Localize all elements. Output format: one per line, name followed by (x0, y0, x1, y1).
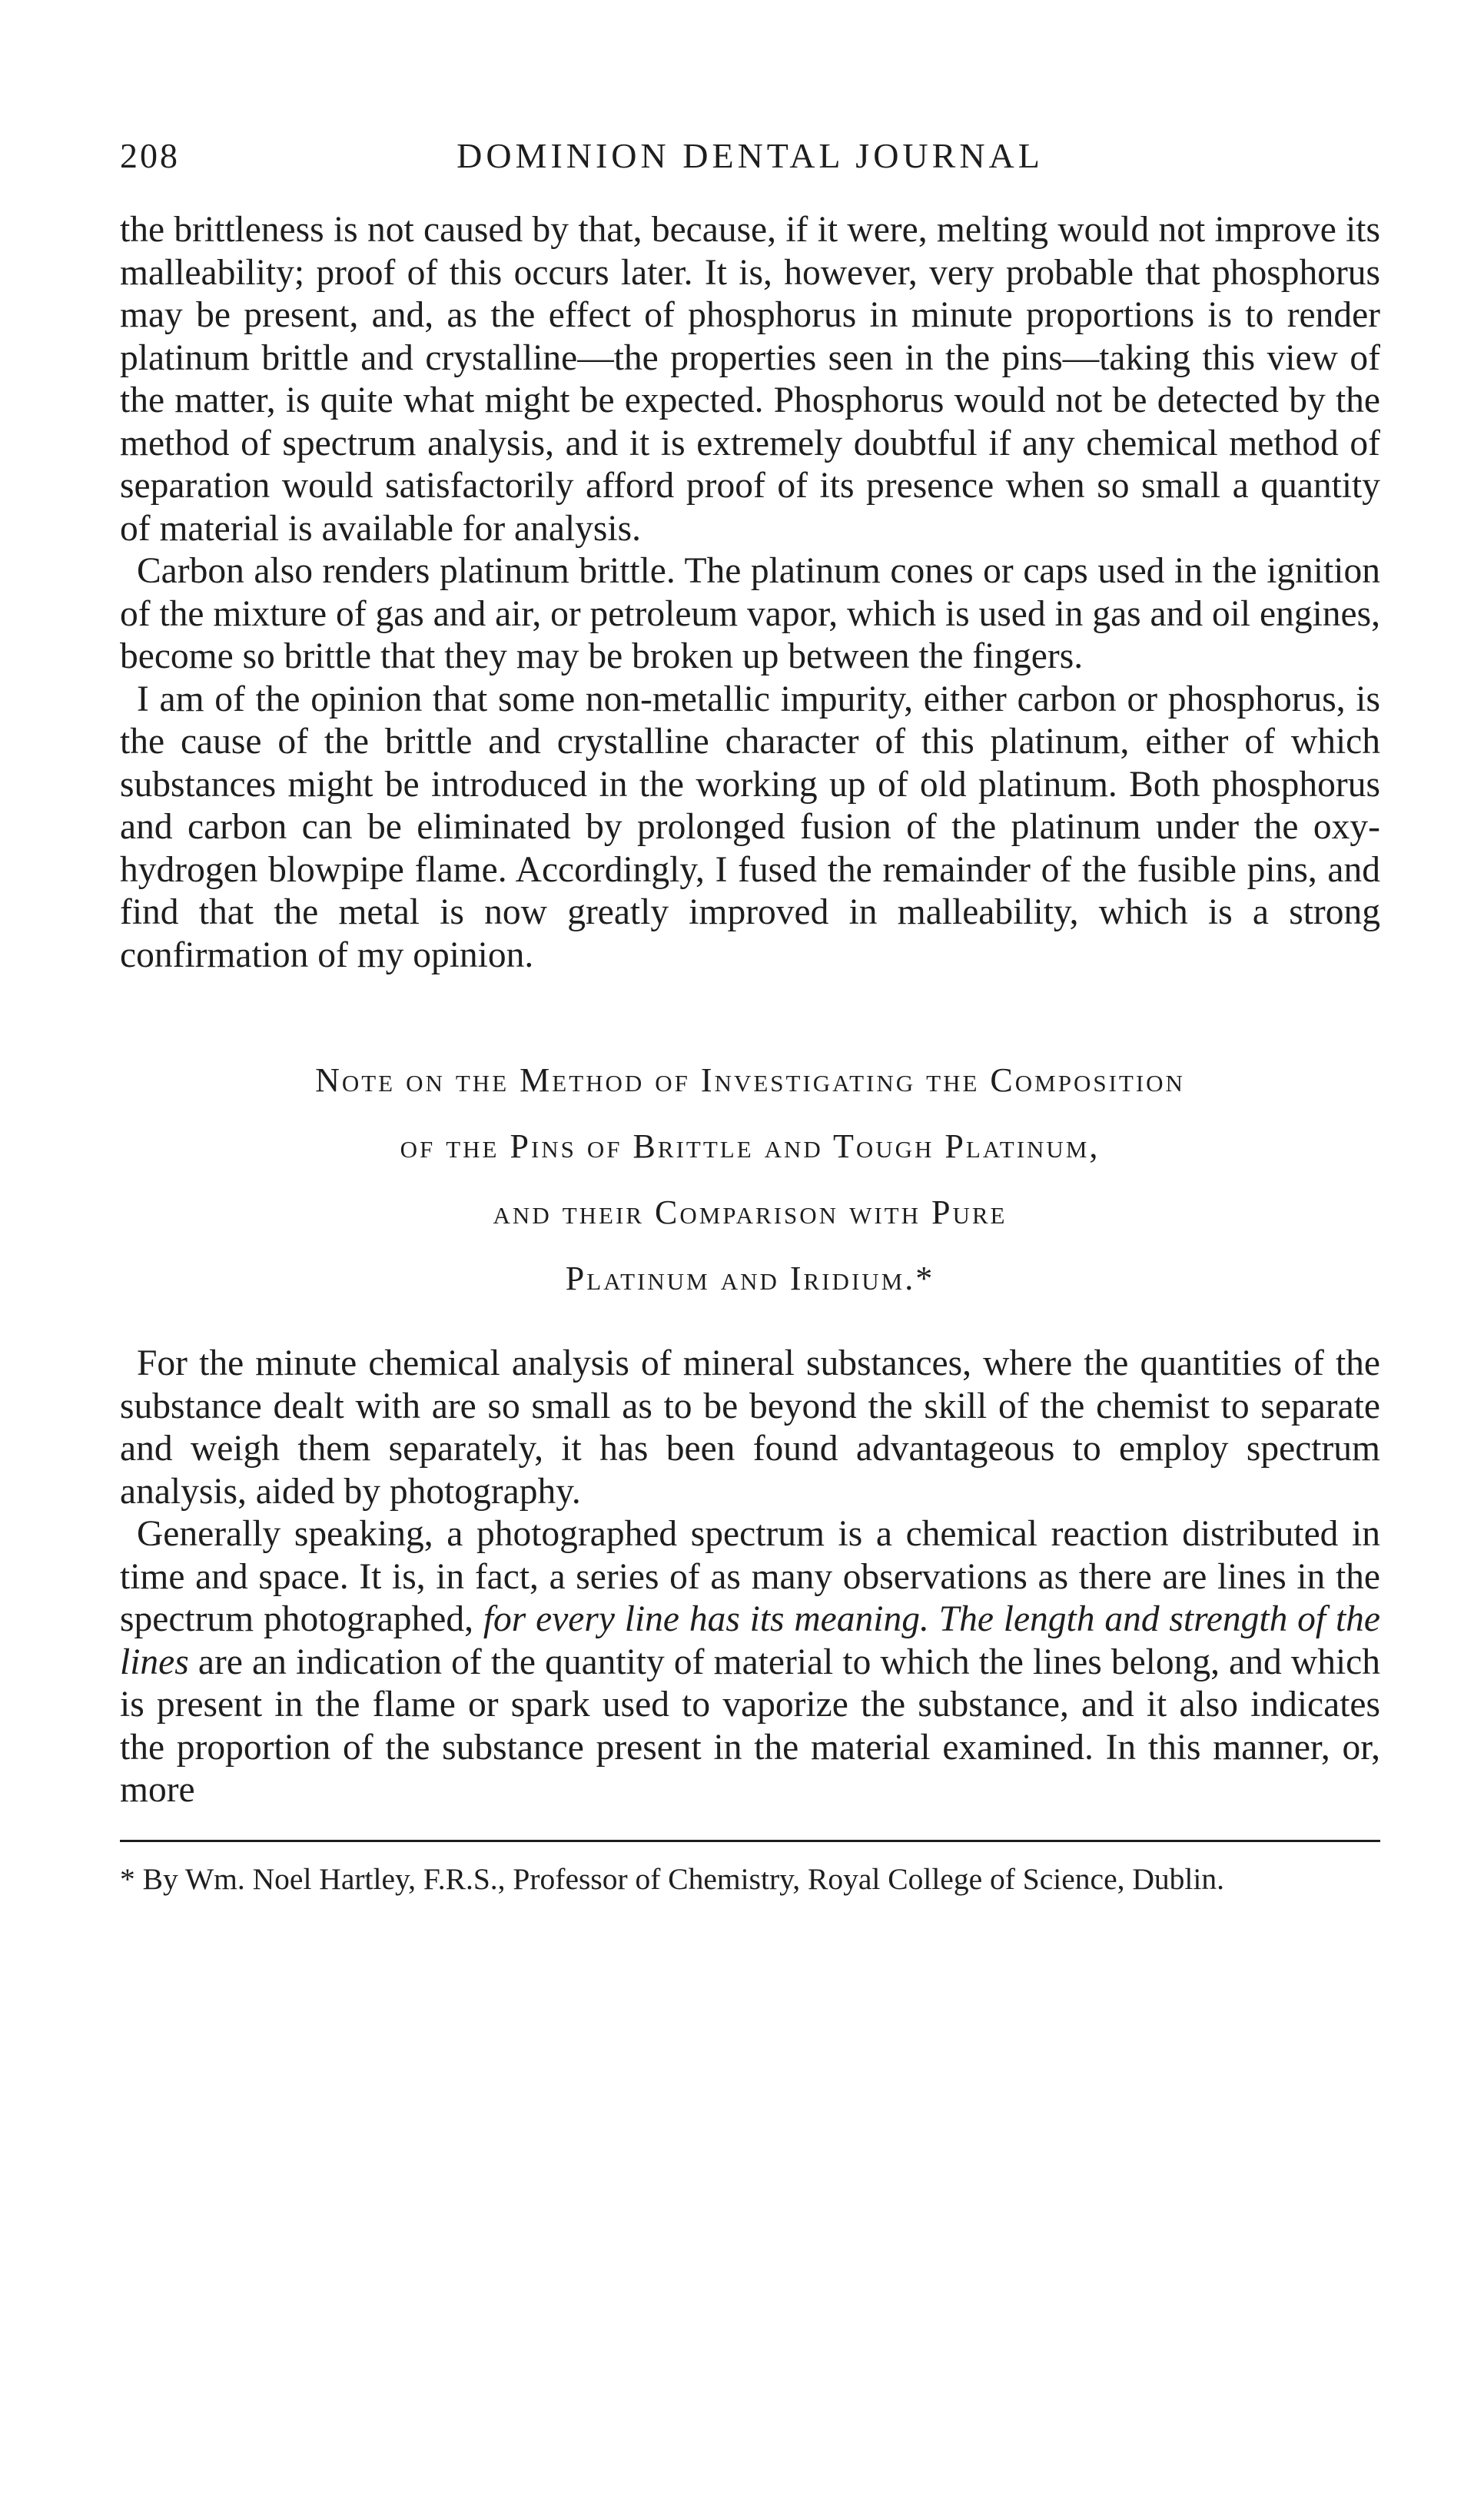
paragraph-intro: For the minute chemical analysis of mineral substances, where the quantities of the substance dealt with are so small as to be beyond the skill of the chemist to separate and weigh them separately, it has been found advantageous to employ spectrum analysis, aided by photography. (120, 1343, 1380, 1512)
spectrum-text-start: Generally speaking, a photographed spectrum is a chemical reaction distributed in time and space. It is, in fact, a series of as many observations as there are lines in the spectrum photographed, (120, 1514, 1380, 1639)
page (120, 135, 1380, 1897)
spectrum-text-italic: for every line has its meaning. The length and strength of the lines (120, 1599, 1380, 1682)
journal-title: DOMINION DENTAL JOURNAL (456, 136, 1044, 175)
footnote: * By Wm. Noel Hartley, F.R.S., Professor of Chemistry, Royal College of Science, Dublin. (120, 1861, 1224, 1896)
article-text (120, 1343, 1380, 1812)
heading-line-1: Note on the Method of Investigating the Composition (315, 1061, 1185, 1099)
page-number: 208 (120, 136, 180, 175)
spectrum-text-end: are an indication of the quantity of material to which the lines belong, and which is present in the flame or spark used to vaporize the substance, and it also indicates the proportion of the substance present in the material examined. In this manner, or, more (120, 1642, 1380, 1810)
heading-line-4: Platinum and Iridium.* (565, 1260, 935, 1297)
paragraph-spectrum (120, 1513, 1380, 1812)
running-head (120, 135, 1380, 189)
continued-text (120, 209, 1380, 977)
paragraph-carbon: Carbon also renders platinum brittle. The platinum cones or caps used in the ignition of the mixture of gas and air, or petroleum vapor, which is used in gas and oil engines, become so brittle that they may be broken up between the fingers. (120, 551, 1380, 676)
footnote-divider (120, 1840, 1380, 1842)
section-heading (120, 1047, 1380, 1312)
heading-line-3: and their Comparison with Pure (493, 1193, 1008, 1231)
paragraph-opinion: I am of the opinion that some non-metallic impurity, either carbon or phosphorus, is the cause of the brittle and crystalline character of this platinum, either of which substances might be introduced in the working up of old platinum. Both phosphorus and carbon can be eliminated by prolonged fusion of the platinum under the oxy-hydrogen blowpipe flame. Accordingly, I fused the remainder of the fusible pins, and find that the metal is now greatly improved in malleability, which is a strong confirmation of my opinion. (120, 679, 1380, 975)
paragraph-continued: the brittleness is not caused by that, because, if it were, melting would not improve its malleability; proof of this occurs later. It is, however, very probable that phosphorus may be present, and, as the effect of phosphorus in minute proportions is to render platinum brittle and crystalline—the properties seen in the pins—taking this view of the matter, is quite what might be expected. Phosphorus would not be detected by the method of spectrum analysis, and it is extremely doubtful if any chemical method of separation would satisfactorily afford proof of its presence when so small a quantity of material is available for analysis. (120, 210, 1380, 549)
heading-line-2: of the Pins of Brittle and Tough Platinum, (400, 1127, 1101, 1165)
